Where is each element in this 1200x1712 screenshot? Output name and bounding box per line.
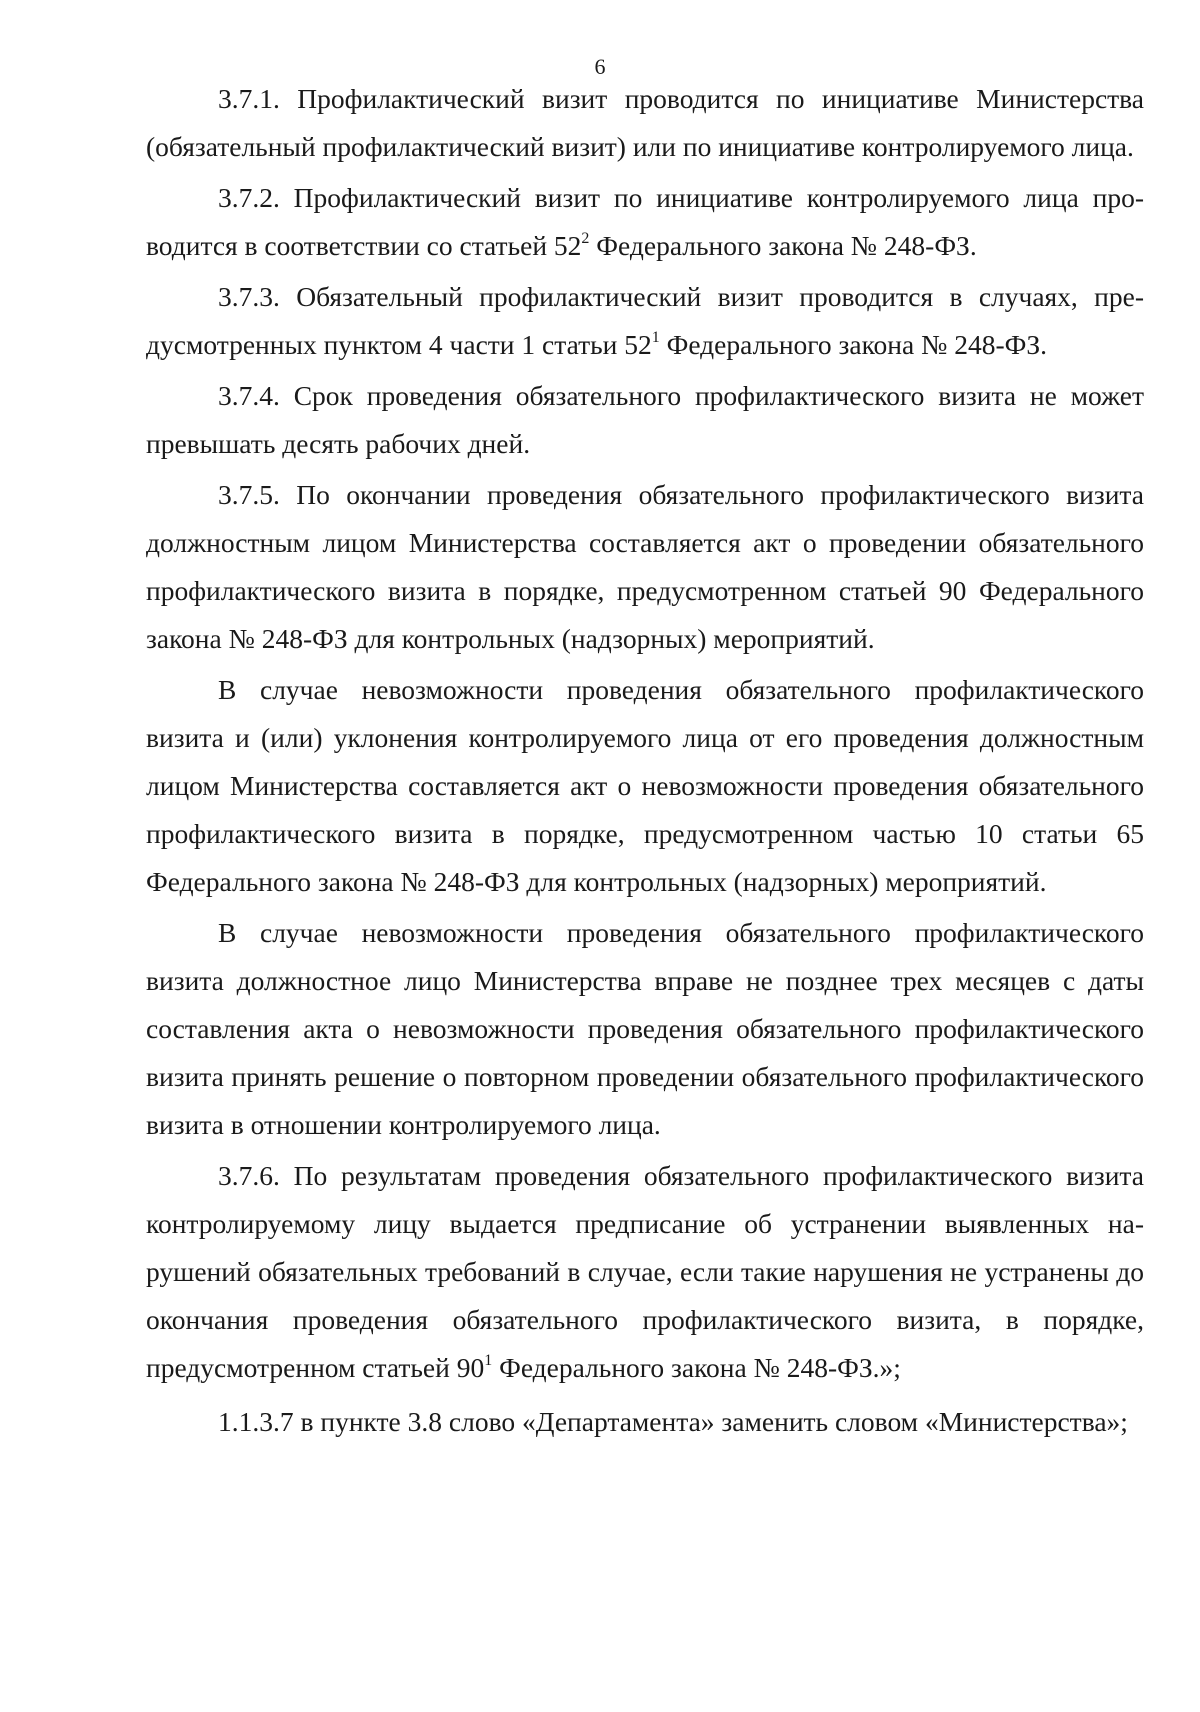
paragraph-3-7-2 [146, 174, 1144, 270]
paragraph-3-7-2-tail: Федерального закона № 248-ФЗ. [589, 230, 977, 261]
paragraph-3-7-6-text: 3.7.6. По результатам проведения обязательного профилактического визита контролируемому лицу выдается предписание об устранении выявленных нарушений обязательных требований в случае, если такие нарушения не устранены до окончания проведения обязательного профилактического визита, в порядке, предусмотренном статьей 90 [146, 1160, 1144, 1383]
page-number: 6 [594, 54, 606, 79]
paragraph-3-7-4: 3.7.4. Срок проведения обязательного профилактического визита не может превышать десять рабочих дней. [146, 380, 1144, 459]
paragraph-3-7-3 [146, 273, 1144, 369]
paragraph-3-7-6-tail: Федерального закона № 248-ФЗ.»; [492, 1352, 901, 1383]
paragraph-3-7-5: 3.7.5. По окончании проведения обязательного профилактического визита должностным лицом Министерства составляется акт о проведении обязательного профилактического визита в порядке, предусмотренном статьей 90 Федерального закона № 248-ФЗ для контрольных (надзорных) мероприятий. [146, 479, 1144, 654]
superscript-52-1: 1 [651, 328, 660, 346]
paragraph-impossibility-act: В случае невозможности проведения обязательного профилактического визита и (или) уклонения контролируемого лица от его проведения должностным лицом Министерства составляется акт о невозможности проведения обязательного профилактического визита в порядке, предусмотренном частью 10 статьи 65 Федерального закона № 248-ФЗ для контрольных (надзорных) мероприятий. [146, 674, 1144, 897]
paragraph-1-1-3-7: 1.1.3.7 в пункте 3.8 слово «Департамента» заменить словом «Министерства»; [218, 1406, 1128, 1437]
superscript-90-1: 1 [484, 1351, 493, 1369]
paragraph-3-7-2-text: 3.7.2. Профилактический визит по инициативе контролируемого лица проводится в соответствии со статьей 52 [146, 182, 1144, 261]
paragraph-3-7-3-tail: Федерального закона № 248-ФЗ. [659, 329, 1048, 360]
document-body [146, 75, 1144, 1449]
paragraph-3-7-6 [146, 1152, 1144, 1392]
paragraph-3-7-3-text: 3.7.3. Обязательный профилактический визит проводится в случаях, предусмотренных пунктом 4 части 1 статьи 52 [146, 281, 1144, 360]
paragraph-3-7-1: 3.7.1. Профилактический визит проводится по инициативе Министерства (обязательный профилактический визит) или по инициативе контролируемого лица. [146, 83, 1144, 162]
superscript-52-2: 2 [581, 229, 590, 247]
paragraph-repeat-visit: В случае невозможности проведения обязательного профилактического визита должностное лицо Министерства вправе не позднее трех месяцев с даты составления акта о невозможности проведения обязательного профилактического визита принять решение о повторном проведении обязательного профилактического визита в отношении контролируемого лица. [146, 917, 1144, 1140]
